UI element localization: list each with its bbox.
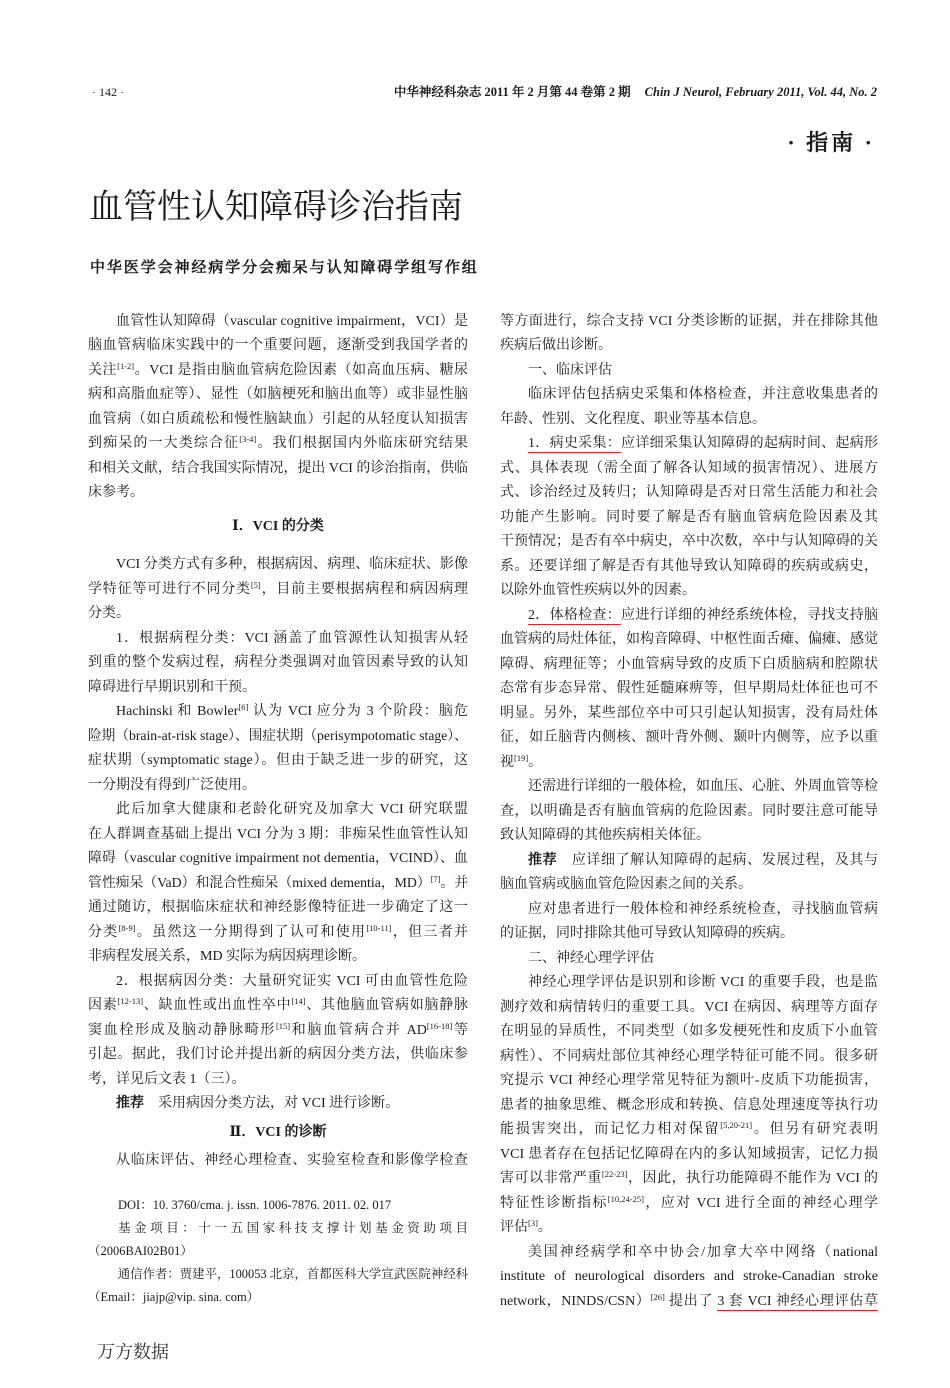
paragraph bbox=[88, 310, 468, 506]
text-line: 还需进行详细的一般体检，如血压、心脏、外周血管等检 bbox=[528, 779, 878, 795]
text-line: 血管病（如白质疏松和慢性脑缺血）引起的从轻度认知损害 bbox=[88, 411, 468, 427]
citation-superscript: [16-18] bbox=[426, 1020, 453, 1031]
text-line: network，NINDS/CSN）[26] 提出了 3 套 VCI 神经心理评估草 bbox=[500, 1291, 879, 1309]
paragraph bbox=[500, 383, 878, 432]
footnote bbox=[88, 1217, 468, 1263]
text-line: 推荐 采用病因分类方法，对 VCI 进行诊断。 bbox=[116, 1096, 400, 1112]
text-line: 此后加拿大健康和老龄化研究及加拿大 VCI 研究联盟 bbox=[116, 802, 468, 818]
text-line: 美国神经病学和卒中协会/加拿大卒中网络（national bbox=[528, 1244, 878, 1260]
citation-superscript: [14] bbox=[291, 996, 306, 1007]
paragraph bbox=[88, 1092, 468, 1117]
text-line: 推荐 应详细了解认知障碍的起病、发展过程，及其与 bbox=[528, 852, 879, 868]
paragraph bbox=[500, 971, 878, 1241]
citation-superscript: [19] bbox=[514, 752, 529, 763]
article-authors: 中华医学会神经病学分会痴呆与认知障碍学组写作组 bbox=[90, 260, 479, 276]
text-line: 险期（brain-at-risk stage）、围症状期（perisympotomatic stage）、 bbox=[88, 728, 468, 744]
paragraph bbox=[500, 310, 878, 359]
citation-superscript: [5,20-21] bbox=[720, 1120, 753, 1131]
paragraph bbox=[500, 1241, 878, 1315]
text-line: 脑血管病或脑血管危险因素之间的关系。 bbox=[500, 877, 752, 893]
text-line: 测疗效和病情转归的重要工具。VCI 在病因、病理等方面存 bbox=[500, 999, 878, 1015]
bold-label: 推荐 bbox=[528, 852, 558, 868]
text-line: 害可以非常严重[22-23]，因此，执行功能障碍不能作为 VCI 的 bbox=[500, 1169, 878, 1187]
text-line: 分类[8-9]。虽然这一分期得到了认可和使用[10-11]，但三者并 bbox=[88, 922, 469, 940]
section-heading-1: Ⅰ．VCI 的分类 bbox=[232, 518, 324, 534]
text-line: 障碍（vascular cognitive impairment not dementia，VCIND）、血 bbox=[88, 851, 468, 867]
text-line: 2．根据病因分类：大量研究证实 VCI 可由血管性危险 bbox=[116, 973, 468, 989]
red-underline-annotation: 3 套 VCI 神经心理评估草 bbox=[717, 1293, 879, 1309]
paragraph bbox=[500, 604, 878, 776]
citation-superscript: [7] bbox=[430, 873, 441, 884]
text-line: institute of neurological disorders and stroke-Canadian stroke bbox=[500, 1269, 878, 1285]
journal-name-en: Chin J Neurol, February 2011, Vol. 44, No. 2 bbox=[644, 85, 877, 99]
text-line: 障碍进行早期识别和干预。 bbox=[88, 679, 256, 695]
left-column bbox=[88, 310, 468, 1174]
text-line: 管性痴呆（VaD）和混合性痴呆（mixed dementia，MD）[7]。并 bbox=[88, 873, 469, 891]
text-line: VCI 分类方式有多种，根据病因、病理、临床症状、影像 bbox=[116, 557, 468, 573]
journal-name-cn: 中华神经科杂志 2011 年 2 月第 44 卷第 2 期 bbox=[393, 85, 631, 99]
citation-superscript: [22-23] bbox=[601, 1169, 628, 1180]
text-line: 应对患者进行一般体检和神经系统检查，寻找脑血管病 bbox=[528, 901, 878, 917]
text-line: 年龄、性别、文化程度、职业等基本信息。 bbox=[500, 411, 766, 427]
right-column bbox=[500, 310, 878, 1315]
text-line: 症状期（symptomatic stage）。但由于缺乏进一步的研究，这 bbox=[88, 753, 468, 769]
text-line: 通信作者：贾建平，100053 北京，首都医科大学宣武医院神经科 bbox=[117, 1266, 469, 1281]
citation-superscript: [10,24-25] bbox=[607, 1193, 644, 1204]
section-heading-2: Ⅱ．VCI 的诊断 bbox=[229, 1124, 327, 1140]
text-line: 态常有步态异常、假性延髓麻痹等，但早期局灶体征也可不 bbox=[500, 681, 878, 697]
text-line: 一、临床评估 bbox=[528, 362, 612, 378]
text-line: （Email：jiajp@vip. sina. com） bbox=[88, 1289, 260, 1304]
text-line: 因素[12-13]、缺血性或出血性卒中[14]、其他脑血管病如脑静脉 bbox=[88, 996, 469, 1014]
text-line: 致认知障碍的其他疾病相关体征。 bbox=[500, 828, 710, 844]
citation-superscript: [5] bbox=[250, 579, 261, 590]
citation-superscript: [1-2] bbox=[117, 360, 135, 371]
citation-superscript: [26] bbox=[650, 1291, 665, 1302]
paragraph bbox=[500, 898, 878, 947]
text-line: 分类。 bbox=[88, 606, 130, 622]
citation-superscript: [3-4] bbox=[239, 434, 257, 445]
text-line: 一分期没有得到广泛使用。 bbox=[88, 777, 256, 793]
paragraph bbox=[88, 627, 468, 701]
citation-superscript: [12-13] bbox=[117, 996, 144, 1007]
text-line: 的证据，同时排除其他可导致认知障碍的疾病。 bbox=[500, 926, 794, 942]
text-line: 功能产生影响。同时要了解是否有脑血管病危险因素及其 bbox=[500, 509, 878, 525]
text-line: 患者的抽象思维、概念形成和转换、信息处理速度等执行功 bbox=[500, 1097, 878, 1113]
text-line: 式、诊治经过及转归；认知障碍是否对日常生活能力和社会 bbox=[500, 485, 878, 501]
text-line: 关注[1-2]。VCI 是指由脑血管病危险因素（如高血压病、糖尿 bbox=[88, 360, 469, 378]
text-line: 通过随访，根据临床症状和神经影像特征进一步确定了这一 bbox=[88, 900, 468, 916]
page-number: · 142 · bbox=[92, 85, 124, 99]
footnote bbox=[88, 1263, 468, 1309]
citation-superscript: [3] bbox=[528, 1218, 538, 1229]
text-line: VCI 患者存在包括记忆障碍在内的多认知域损害，记忆力损 bbox=[500, 1146, 878, 1162]
text-line: 非病程发展关系，MD 实际为病因病理诊断。 bbox=[88, 949, 367, 965]
citation-superscript: [6] bbox=[238, 702, 249, 713]
text-line: 学特征等可进行不同分类[5]，目前主要根据病程和病因病理 bbox=[88, 579, 469, 597]
text-line: 2．体格检查：应进行详细的神经系统体检，寻找支持脑 bbox=[528, 607, 879, 623]
text-line: 究提示 VCI 神经心理学常见特征为额叶-皮质下功能损害， bbox=[500, 1073, 878, 1089]
text-line: （2006BAI02B01） bbox=[88, 1243, 193, 1258]
red-underline-annotation: 1．病史采集： bbox=[528, 436, 622, 452]
text-line: 疾病后做出诊断。 bbox=[500, 338, 612, 354]
text-line: 查，以明确是否有脑血管病的危险因素。同时要注意可能导 bbox=[500, 803, 878, 819]
text-line: 在人群调查基础上提出 VCI 分为 3 期：非痴呆性血管性认知 bbox=[88, 826, 468, 842]
footnotes bbox=[88, 1194, 468, 1309]
text-line: 考，详见后文表 1（三）。 bbox=[88, 1071, 246, 1087]
paragraph bbox=[88, 798, 468, 970]
text-line: 在明显的异质性，不同类型（如多发梗死性和皮质下小血管 bbox=[500, 1024, 878, 1040]
article-title: 血管性认知障碍诊治指南 bbox=[89, 189, 463, 226]
text-line: 征，如丘脑背内侧核、额叶背外侧、颞叶内侧等，应予以重 bbox=[500, 730, 878, 746]
paragraph bbox=[500, 359, 878, 384]
citation-superscript: [15] bbox=[275, 1020, 291, 1031]
text-line: Hachinski 和 Bowler[6] 认为 VCI 应分为 3 个阶段：脑危 bbox=[116, 702, 468, 720]
paragraph bbox=[88, 553, 468, 627]
text-line: 病和高脂血症等）、显性（如脑梗死和脑出血等）或非显性脑 bbox=[88, 387, 468, 403]
paragraph bbox=[88, 1149, 468, 1174]
text-line: 神经心理学评估是识别和诊断 VCI 的重要手段，也是监 bbox=[528, 975, 878, 991]
text-line: 病性）、不同病灶部位其神经心理学特征可能不同。很多研 bbox=[500, 1048, 878, 1064]
text-line: 评估[3]。 bbox=[500, 1218, 552, 1236]
database-watermark: 万方数据 bbox=[97, 1342, 169, 1362]
text-line: DOI：10. 3760/cma. j. issn. 1006-7876. 2011. 02. 017 bbox=[118, 1197, 392, 1212]
text-line: 临床评估包括病史采集和体格检查，并注意收集患者的 bbox=[528, 387, 878, 403]
text-line: 床参考。 bbox=[88, 485, 144, 501]
text-line: 和相关文献，结合我国实际情况，提出 VCI 的诊治指南，供临 bbox=[88, 460, 469, 476]
text-line: 障碍、病理征等；小血管病导致的皮质下白质脑病和腔隙状 bbox=[500, 656, 878, 672]
paragraph bbox=[500, 849, 878, 898]
text-line: 视[19]。 bbox=[500, 752, 543, 770]
paragraph bbox=[500, 947, 878, 972]
text-line: 基金项目：十一五国家科技支撑计划基金资助项目 bbox=[118, 1220, 468, 1235]
text-line: 到重的整个发病过程，病程分类强调对血管因素导致的认知 bbox=[88, 655, 468, 671]
text-line: 血管病的局灶体征，如构音障碍、中枢性面舌瘫、偏瘫、感觉 bbox=[500, 632, 878, 648]
text-line: 血管性认知障碍（vascular cognitive impairment，VCI）是 bbox=[116, 313, 468, 329]
text-line: 能损害突出，而记忆力相对保留[5,20-21]。但另有研究表明 bbox=[500, 1120, 879, 1138]
text-line: 以除外血管性疾病以外的因素。 bbox=[500, 583, 696, 599]
bold-label: 推荐 bbox=[116, 1096, 144, 1112]
citation-superscript: [8-9] bbox=[118, 922, 136, 933]
paragraph bbox=[500, 775, 878, 849]
text-line: 从临床评估、神经心理检查、实验室检查和影像学检查 bbox=[116, 1153, 468, 1169]
text-line: 1．根据病程分类：VCI 涵盖了血管源性认知损害从轻 bbox=[116, 630, 468, 646]
text-line: 窦血栓形成及脑动静脉畸形[15]和脑血管病合并 AD[16-18]等 bbox=[88, 1020, 469, 1038]
text-line: 干预情况；是否有卒中病史，卒中次数，卒中与认知障碍的关 bbox=[500, 534, 878, 550]
text-line: 特征性诊断指标[10,24-25]，应对 VCI 进行全面的神经心理学 bbox=[500, 1193, 878, 1211]
running-header bbox=[394, 84, 877, 100]
text-line: 1．病史采集：应详细采集认知障碍的起病时间、起病形 bbox=[528, 436, 879, 452]
text-line: 二、神经心理学评估 bbox=[528, 950, 654, 966]
citation-superscript: [10-11] bbox=[366, 922, 392, 933]
footnote bbox=[88, 1194, 468, 1217]
text-line: 引起。据此，我们讨论并提出新的病因分类方法，供临床参 bbox=[88, 1047, 468, 1063]
text-line: 脑血管病临床实践中的一个重要问题，逐渐受到我国学者的 bbox=[88, 338, 468, 354]
text-line: 到痴呆的一大类综合征[3-4]。我们根据国内外临床研究结果 bbox=[88, 434, 468, 452]
red-underline-annotation: 2．体格检查： bbox=[528, 607, 622, 623]
paragraph bbox=[88, 970, 468, 1093]
text-line: 明显。另外，某些部位卒中可只引起认知损害，没有局灶体 bbox=[500, 705, 878, 721]
paragraph bbox=[500, 432, 878, 604]
text-line: 系。还要详细了解是否有其他导致认知障碍的疾病或病史， bbox=[500, 558, 878, 574]
text-line: 等方面进行，综合支持 VCI 分类诊断的证据，并在排除其他 bbox=[500, 313, 878, 329]
text-line: 式、具体表现（需全面了解各认知域的损害情况）、进展方 bbox=[500, 460, 878, 476]
paragraph bbox=[88, 700, 468, 798]
section-tag: · 指南 · bbox=[787, 130, 875, 155]
